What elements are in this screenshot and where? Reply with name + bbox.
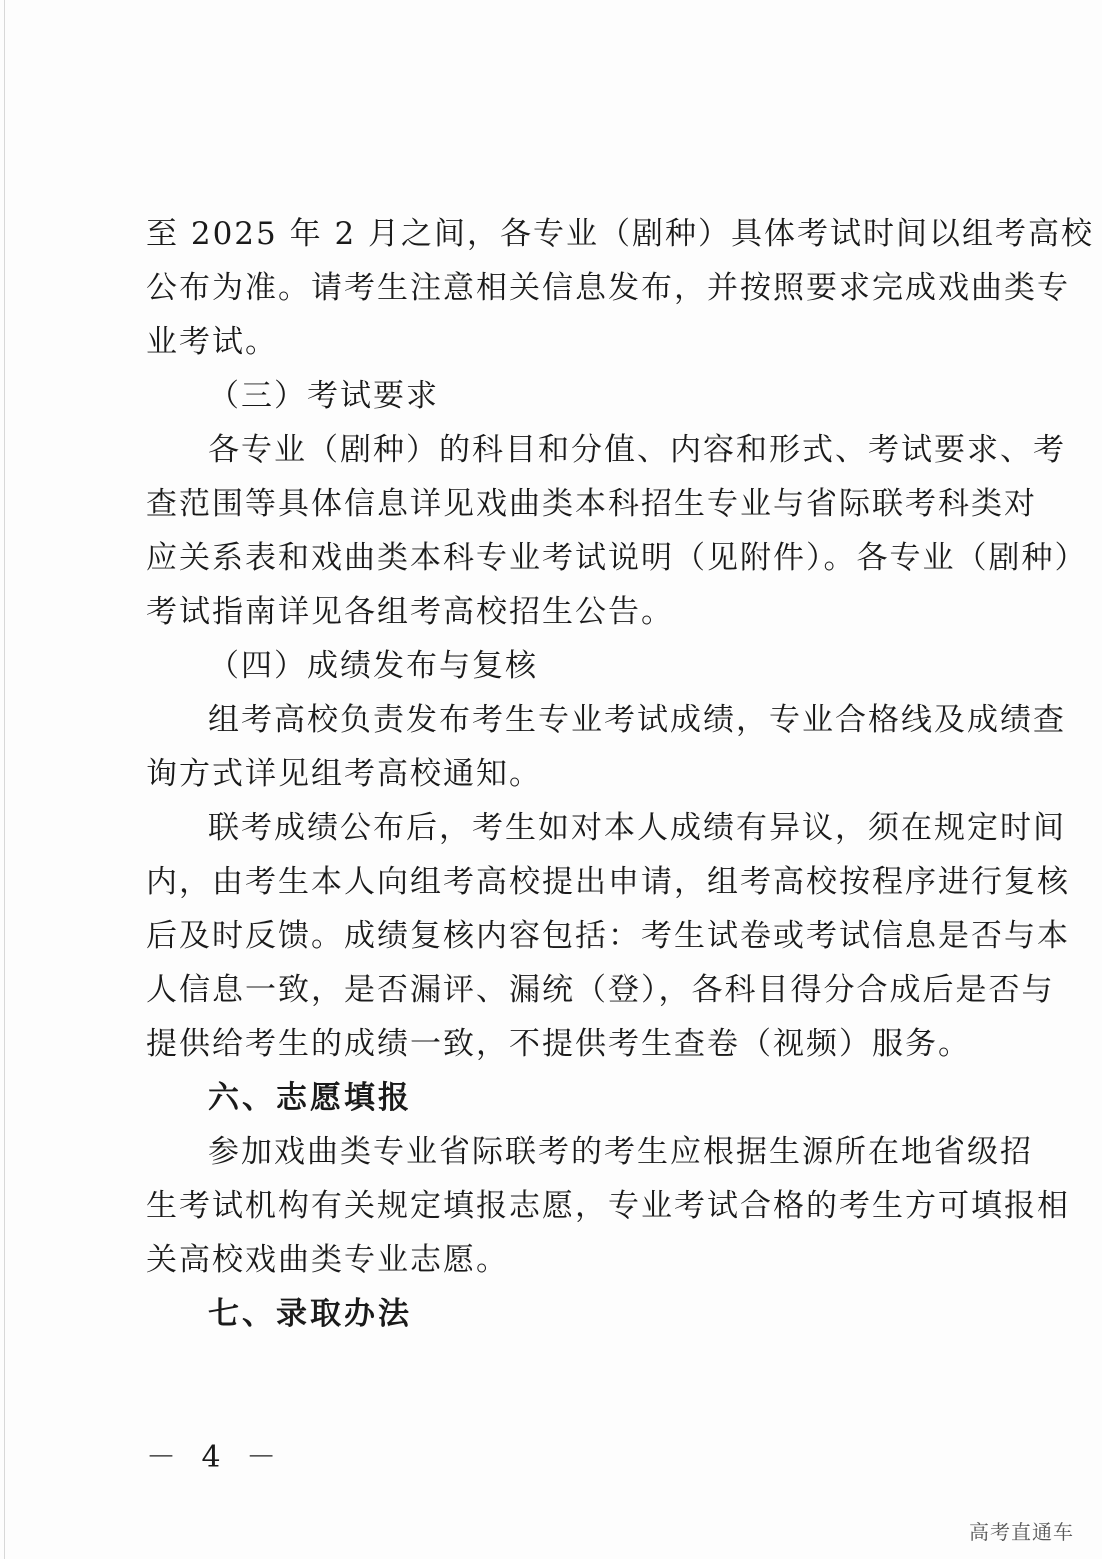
scan-edge-line [4, 0, 5, 1559]
section-heading-7: 七、录取办法 [208, 1296, 412, 1332]
paragraph-line: 关高校戏曲类专业志愿。 [146, 1242, 509, 1278]
paragraph-line: 内，由考生本人向组考高校提出申请，组考高校按程序进行复核 [146, 864, 1070, 900]
paragraph-line: 公布为准。请考生注意相关信息发布，并按照要求完成戏曲类专 [146, 270, 1070, 306]
paragraph-line: 组考高校负责发布考生专业考试成绩，专业合格线及成绩查 [208, 702, 1066, 738]
section-heading-3: （三）考试要求 [208, 378, 439, 414]
paragraph-line: 人信息一致，是否漏评、漏统（登），各科目得分合成后是否与 [146, 972, 1055, 1008]
paragraph-line: 各专业（剧种）的科目和分值、内容和形式、考试要求、考 [208, 432, 1066, 468]
paragraph-line: 询方式详见组考高校通知。 [146, 756, 542, 792]
page-number: － 4 － [146, 1440, 285, 1475]
paragraph-line: 提供给考生的成绩一致，不提供考生查卷（视频）服务。 [146, 1026, 971, 1062]
watermark-text: 高考直通车 [969, 1520, 1074, 1544]
paragraph-line: 业考试。 [146, 324, 278, 360]
paragraph-line: 应关系表和戏曲类本科专业考试说明（见附件）。各专业（剧种） [146, 540, 1088, 576]
paragraph-line: 至 2025 年 2 月之间，各专业（剧种）具体考试时间以组考高校 [146, 216, 1095, 252]
section-heading-4: （四）成绩发布与复核 [208, 648, 538, 684]
paragraph-line: 生考试机构有关规定填报志愿，专业考试合格的考生方可填报相 [146, 1188, 1070, 1224]
section-heading-6: 六、志愿填报 [208, 1080, 412, 1116]
paragraph-line: 参加戏曲类专业省际联考的考生应根据生源所在地省级招 [208, 1134, 1033, 1170]
paragraph-line: 考试指南详见各组考高校招生公告。 [146, 594, 674, 630]
paragraph-line: 后及时反馈。成绩复核内容包括：考生试卷或考试信息是否与本 [146, 918, 1070, 954]
paragraph-line: 联考成绩公布后，考生如对本人成绩有异议，须在规定时间 [208, 810, 1066, 846]
paragraph-line: 查范围等具体信息详见戏曲类本科招生专业与省际联考科类对 [146, 486, 1037, 522]
